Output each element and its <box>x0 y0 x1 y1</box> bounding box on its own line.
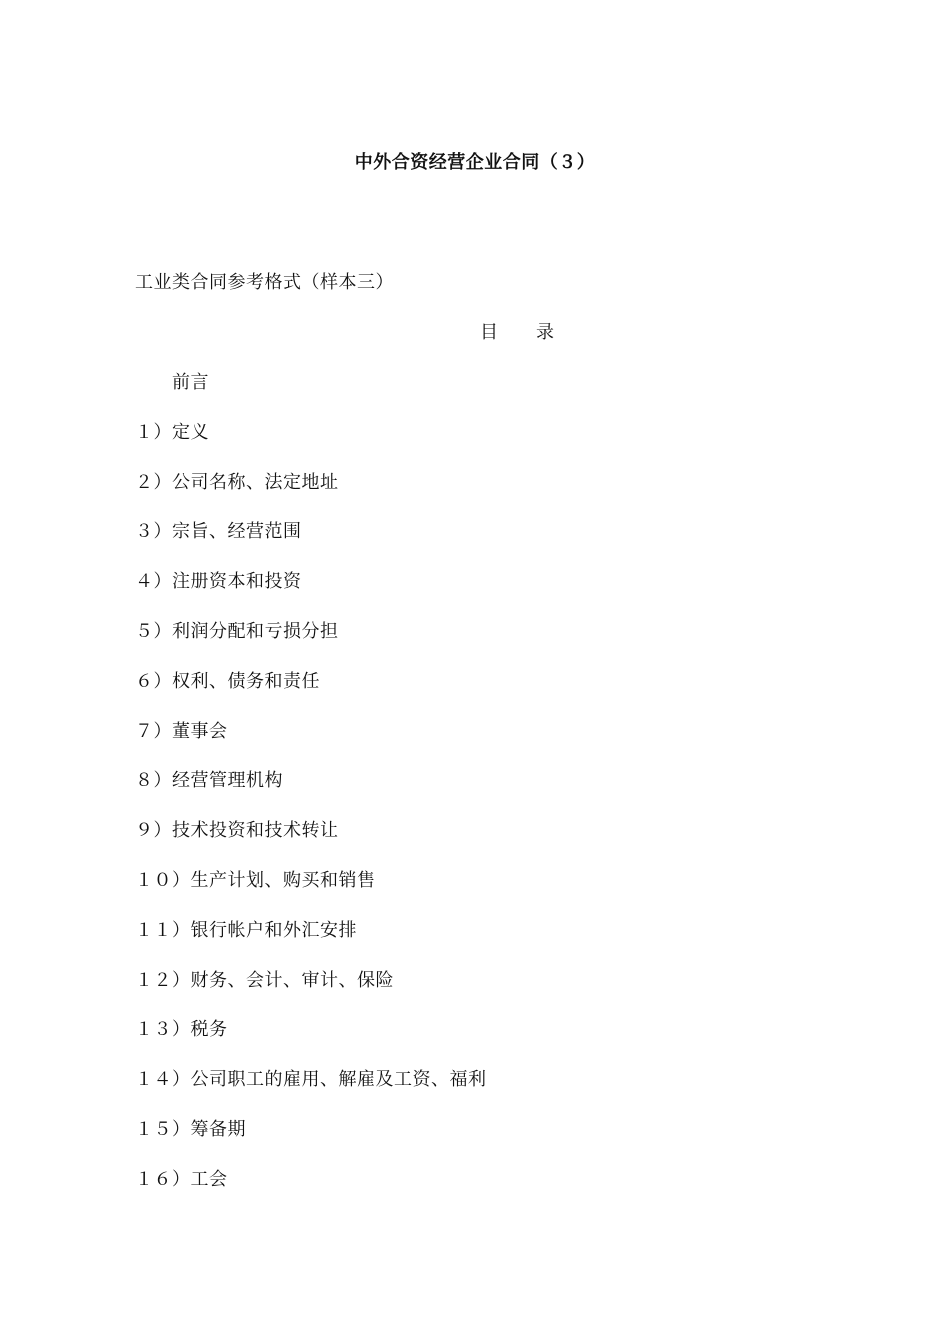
toc-item-9: ９）技术投资和技术转让 <box>135 820 339 842</box>
toc-item-10: １０）生产计划、购买和销售 <box>135 869 376 891</box>
toc-item-11: １１）银行帐户和外汇安排 <box>135 919 357 941</box>
toc-heading <box>480 320 554 346</box>
toc-item-3: ３）宗旨、经营范围 <box>135 521 302 543</box>
toc-item-15: １５）筹备期 <box>135 1118 246 1140</box>
toc-item-12: １２）财务、会计、审计、保险 <box>135 969 394 991</box>
document-title: 中外合资经营企业合同（３） <box>354 152 596 173</box>
toc-item-13: １３）税务 <box>135 1019 228 1041</box>
toc-item-8: ８）经营管理机构 <box>135 770 283 792</box>
toc-item-preface: 前言 <box>172 372 209 393</box>
toc-heading-right: 录 <box>536 322 554 343</box>
toc-heading-left: 目 <box>480 322 498 343</box>
toc-item-7: ７）董事会 <box>135 720 228 742</box>
document-subtitle: 工业类合同参考格式（样本三） <box>135 272 394 293</box>
toc-item-4: ４）注册资本和投资 <box>135 571 302 593</box>
toc-item-14: １４）公司职工的雇用、解雇及工资、福利 <box>135 1069 487 1091</box>
toc-item-5: ５）利润分配和亏损分担 <box>135 620 339 642</box>
toc-item-6: ６）权利、债务和责任 <box>135 670 320 692</box>
table-of-contents <box>135 370 487 1217</box>
toc-item-2: ２）公司名称、法定地址 <box>135 471 339 493</box>
toc-item-16: １６）工会 <box>135 1168 228 1190</box>
toc-item-1: １）定义 <box>135 421 209 443</box>
